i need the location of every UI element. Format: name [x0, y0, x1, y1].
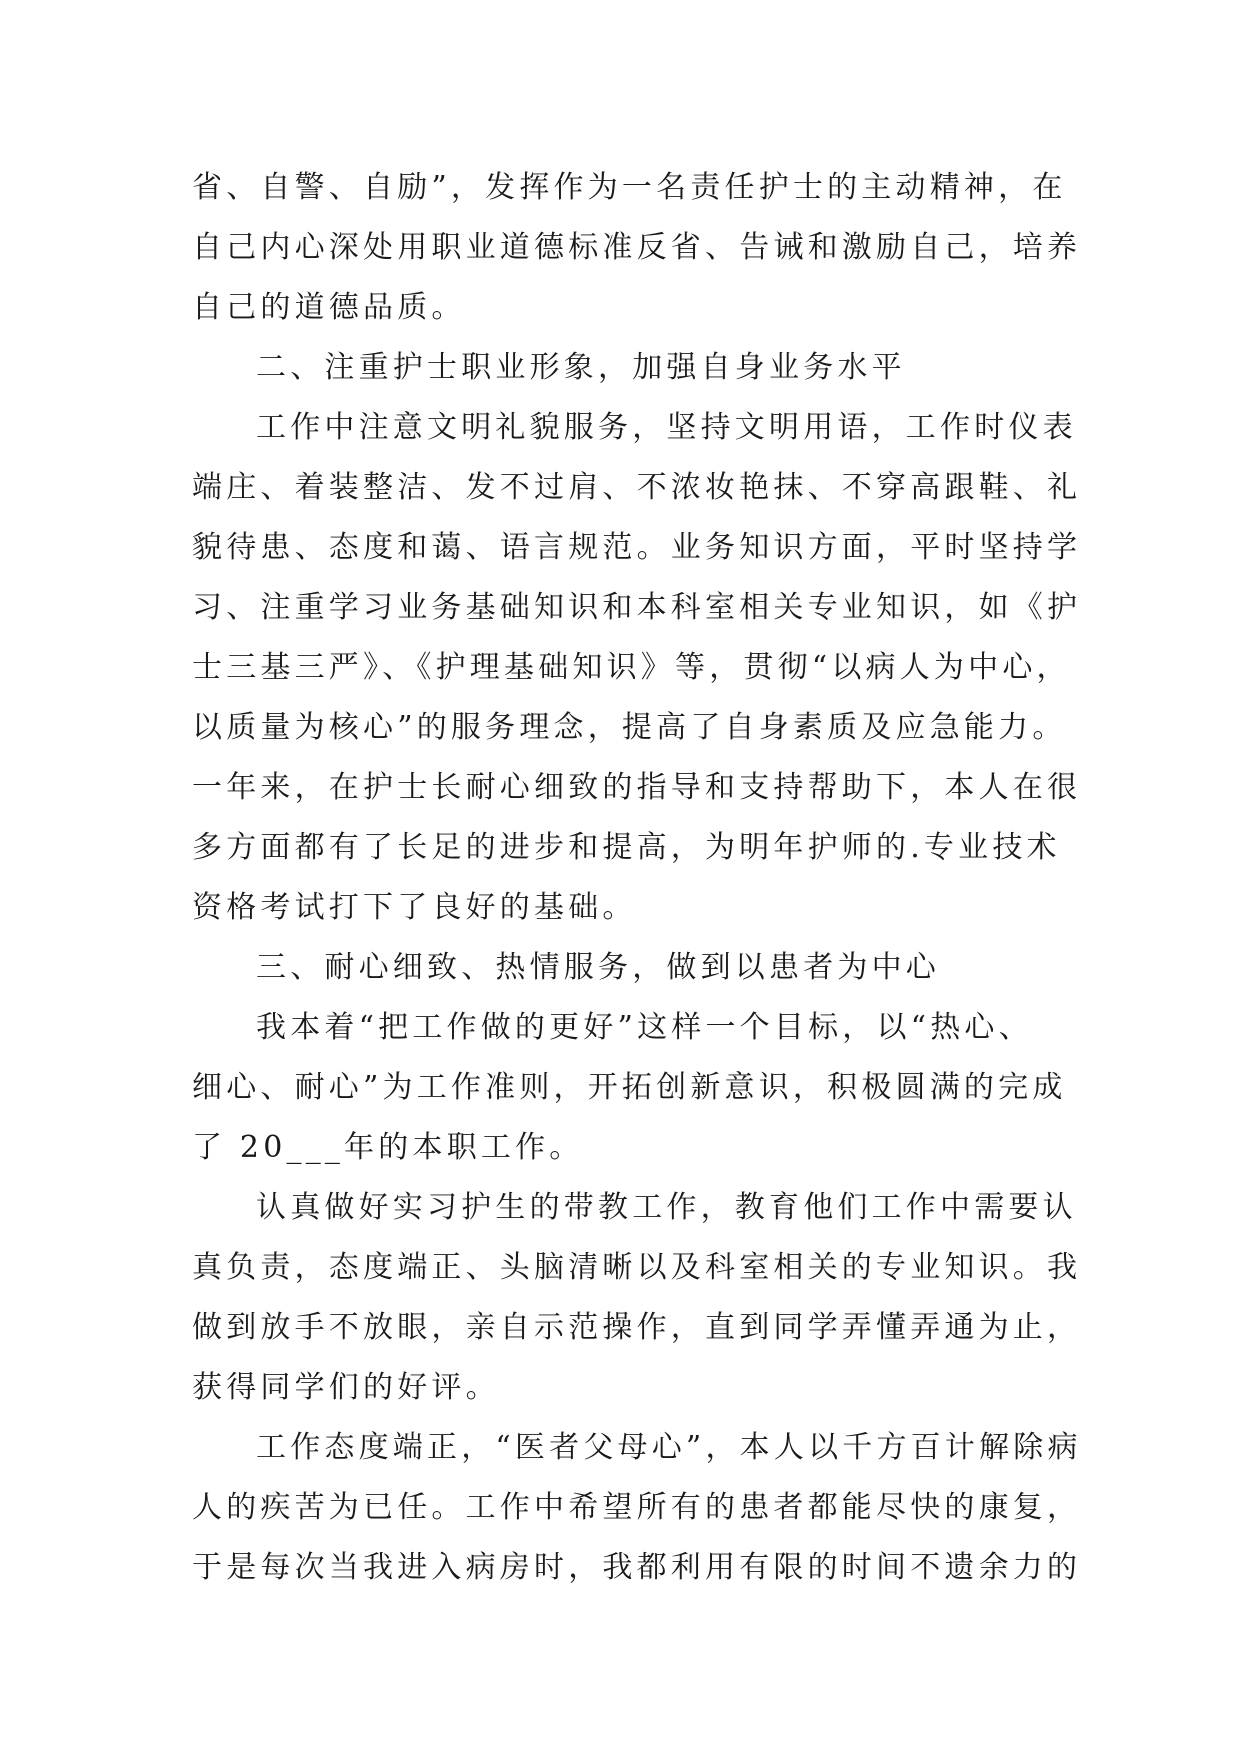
text-line: 士三基三严》、《护理基础知识》等，贯彻“以病人为中心， [192, 650, 1071, 685]
section-heading: 三、耐心细致、热情服务，做到以患者为中心 [256, 950, 940, 985]
text-line: 一年来，在护士长耐心细致的指导和支持帮助下，本人在很 [192, 770, 1082, 805]
paragraph-first-line: 认真做好实习护生的带教工作，教育他们工作中需要认 [256, 1190, 1077, 1225]
paragraph-first-line: 我本着“把工作做的更好”这样一个目标，以“热心、 [256, 1010, 1033, 1045]
document-body [192, 158, 1082, 1598]
text-line: 做到放手不放眼，亲自示范操作，直到同学弄懂弄通为止， [192, 1310, 1082, 1345]
text-line: 省、自警、自励”，发挥作为一名责任护士的主动精神，在 [192, 170, 1067, 205]
text-line: 真负责，态度端正、头脑清晰以及科室相关的专业知识。我 [192, 1250, 1082, 1285]
text-line: 细心、耐心”为工作准则，开拓创新意识，积极圆满的完成 [192, 1070, 1067, 1105]
text-line: 人的疾苦为已任。工作中希望所有的患者都能尽快的康复， [192, 1490, 1082, 1525]
text-line: 端庄、着装整洁、发不过肩、不浓妆艳抹、不穿高跟鞋、礼 [192, 470, 1082, 505]
text-line: 获得同学们的好评。 [192, 1370, 500, 1405]
section-heading: 二、注重护士职业形象，加强自身业务水平 [256, 350, 906, 385]
text-line: 自己的道德品质。 [192, 290, 466, 325]
text-line: 多方面都有了长足的进步和提高，为明年护师的.专业技术 [192, 830, 1061, 865]
text-line: 习、注重学习业务基础知识和本科室相关专业知识，如《护 [192, 590, 1082, 625]
paragraph-first-line: 工作态度端正，“医者父母心”，本人以千方百计解除病 [256, 1430, 1082, 1465]
text-line: 于是每次当我进入病房时，我都利用有限的时间不遗余力的 [192, 1550, 1082, 1585]
text-line: 自己内心深处用职业道德标准反省、告诫和激励自己，培养 [192, 230, 1082, 265]
text-line: 以质量为核心”的服务理念，提高了自身素质及应急能力。 [192, 710, 1067, 745]
text-line: 资格考试打下了良好的基础。 [192, 890, 637, 925]
text-line: 貌待患、态度和蔼、语言规范。业务知识方面，平时坚持学 [192, 530, 1082, 565]
paragraph-first-line: 工作中注意文明礼貌服务，坚持文明用语，工作时仪表 [256, 410, 1077, 445]
text-line: 了 20___年的本职工作。 [192, 1130, 584, 1165]
